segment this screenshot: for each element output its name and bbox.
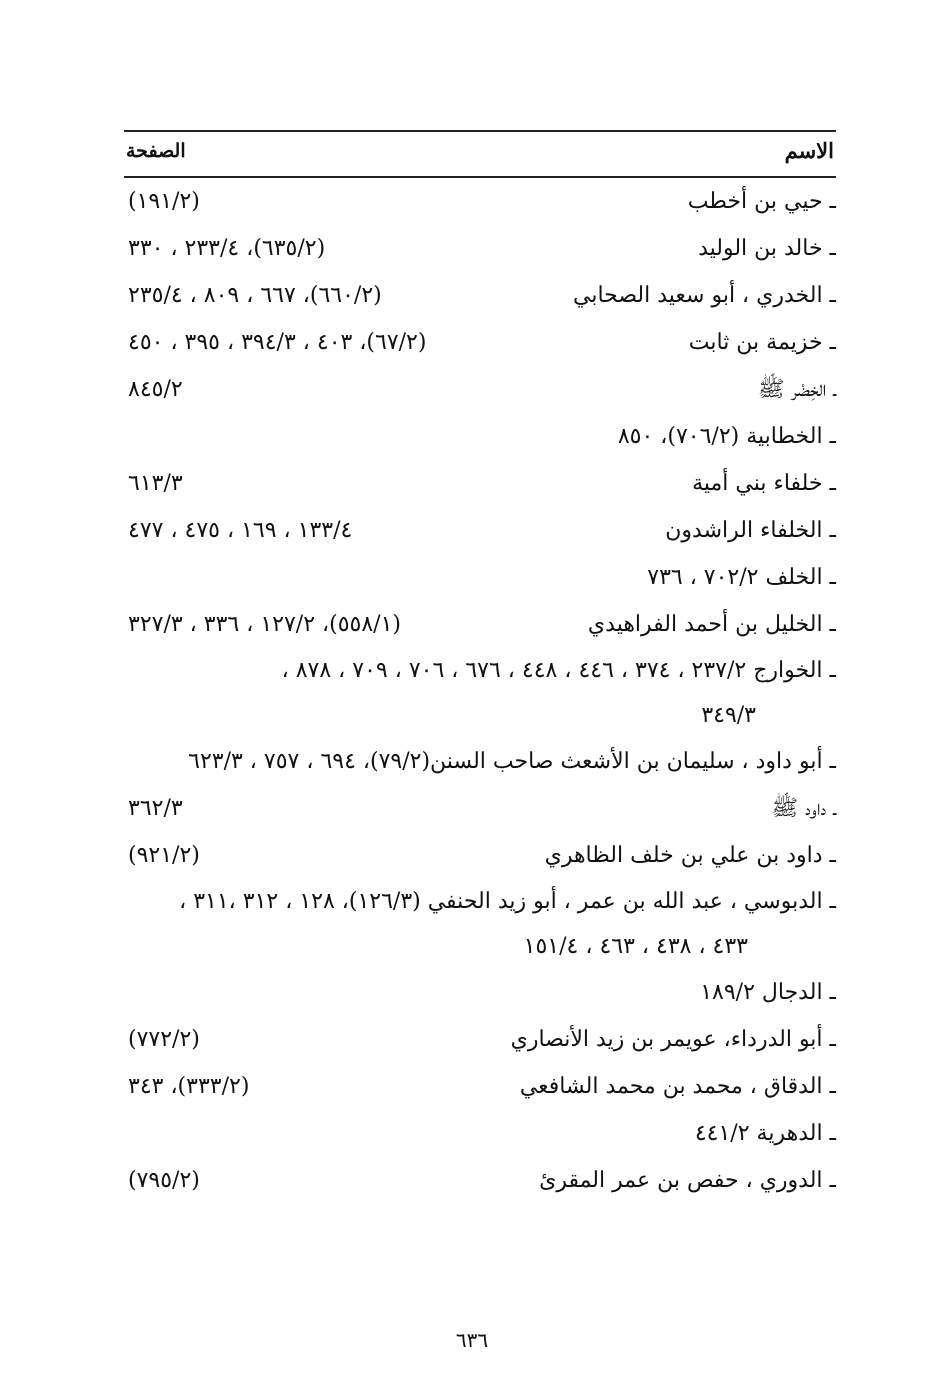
entry-name: ـ الخطابية (٧٠٦/٢)، ٨٥٠ — [617, 424, 836, 449]
index-entry — [124, 969, 836, 1016]
index-entry — [124, 366, 836, 413]
table-header — [124, 130, 836, 178]
entry-pages: ١٣٣/٤ ، ١٦٩ ، ٤٧٥ ، ٤٧٧ — [128, 518, 353, 543]
entry-pages: (٦٦٠/٢)، ٦٦٧ ، ٨٠٩ ، ٢٣٥/٤ — [128, 283, 382, 308]
entry-pages: ٨٤٥/٢ — [128, 377, 183, 402]
entry-name: ـ الخلفاء الراشدون — [665, 518, 836, 543]
entry-pages: (٣٣٣/٢)، ٣٤٣ — [128, 1074, 250, 1099]
entry-name: ـ الخليل بن أحمد الفراهيدي — [587, 612, 836, 637]
entry-name: ـ داود ﷺ — [771, 796, 836, 821]
index-entry — [124, 1110, 836, 1157]
entry-pages: (٦٣٥/٢)، ٢٣٣/٤ ، ٣٣٠ — [128, 236, 326, 261]
index-entry — [124, 225, 836, 272]
entry-name: ـ الدقاق ، محمد بن محمد الشافعي — [519, 1074, 836, 1099]
entry-text: ـ الدبوسي ، عبد الله بن عمر ، أبو زيد الحنفي (١٢٦/٣)، ١٢٨ ، ٣١٢ ،٣١١ ، — [179, 889, 836, 914]
index-entry — [124, 319, 836, 366]
entry-pages: (١٩١/٢) — [128, 189, 200, 214]
entry-name: ـ الخلف ٧٠٢/٢ ، ٧٣٦ — [647, 565, 836, 590]
index-entry — [124, 272, 836, 319]
index-entry — [124, 648, 836, 738]
entry-name: ـ داود بن علي بن خلف الظاهري — [544, 843, 836, 868]
entry-name: ـ الدجال ١٨٩/٢ — [700, 980, 836, 1005]
entry-name: ـ خزيمة بن ثابت — [688, 330, 836, 355]
entry-name: ـ خلفاء بني أمية — [692, 471, 836, 496]
entry-continuation: ٣٤٩/٣ — [701, 703, 756, 728]
index-entry — [124, 460, 836, 507]
index-entry — [124, 832, 836, 879]
index-entry — [124, 1063, 836, 1110]
entry-name: ـ الدوري ، حفص بن عمر المقرئ — [539, 1168, 836, 1193]
entry-pages: (٧٧٢/٢) — [128, 1027, 200, 1052]
index-entry — [124, 554, 836, 601]
header-page-label: الصفحة — [126, 140, 186, 162]
index-entry — [124, 785, 836, 832]
index-entry — [124, 1016, 836, 1063]
entry-pages: ٣٦٢/٣ — [128, 796, 183, 821]
entry-pages: (٩٢١/٢) — [128, 843, 200, 868]
entry-name: ـ الخِضْر ﷺ — [757, 377, 836, 402]
index-entry — [124, 601, 836, 648]
entry-name: ـ الدهرية ٤٤١/٢ — [694, 1121, 836, 1146]
entry-pages: (٦٧/٢)، ٤٠٣ ، ٣٩٤/٣ ، ٣٩٥ ، ٤٥٠ — [128, 330, 427, 355]
index-entry — [124, 507, 836, 554]
entry-pages: (٧٩٥/٢) — [128, 1168, 200, 1193]
page-number: ٦٣٦ — [455, 1328, 489, 1352]
entry-pages: ٦١٣/٣ — [128, 471, 183, 496]
index-entries — [124, 178, 836, 1204]
entry-name: ـ أبو داود ، سليمان بن الأشعث صاحب السنن(٧٩/٢)، ٦٩٤ ، ٧٥٧ ، ٦٢٣/٣ — [188, 749, 836, 774]
index-entry — [124, 1157, 836, 1204]
header-name-label: الاسم — [784, 138, 834, 163]
entry-name: ـ الخدري ، أبو سعيد الصحابي — [572, 283, 836, 308]
entry-pages: (٥٥٨/١)، ١٢٧/٢ ، ٣٣٦ ، ٣٢٧/٣ — [128, 612, 401, 637]
entry-name: ـ خالد بن الوليد — [698, 236, 836, 261]
entry-continuation: ٤٣٣ ، ٤٣٨ ، ٤٦٣ ، ١٥١/٤ — [523, 934, 748, 959]
entry-text: ـ الخوارج ٢٣٧/٢ ، ٣٧٤ ، ٤٤٦ ، ٤٤٨ ، ٦٧٦ ، ٧٠٦ ، ٧٠٩ ، ٨٧٨ ، — [281, 658, 836, 683]
index-entry — [124, 413, 836, 460]
index-entry — [124, 738, 836, 785]
entry-name: ـ حيي بن أخطب — [687, 189, 836, 214]
index-entry — [124, 178, 836, 225]
entry-name: ـ أبو الدرداء، عويمر بن زيد الأنصاري — [510, 1027, 836, 1052]
index-entry — [124, 879, 836, 969]
